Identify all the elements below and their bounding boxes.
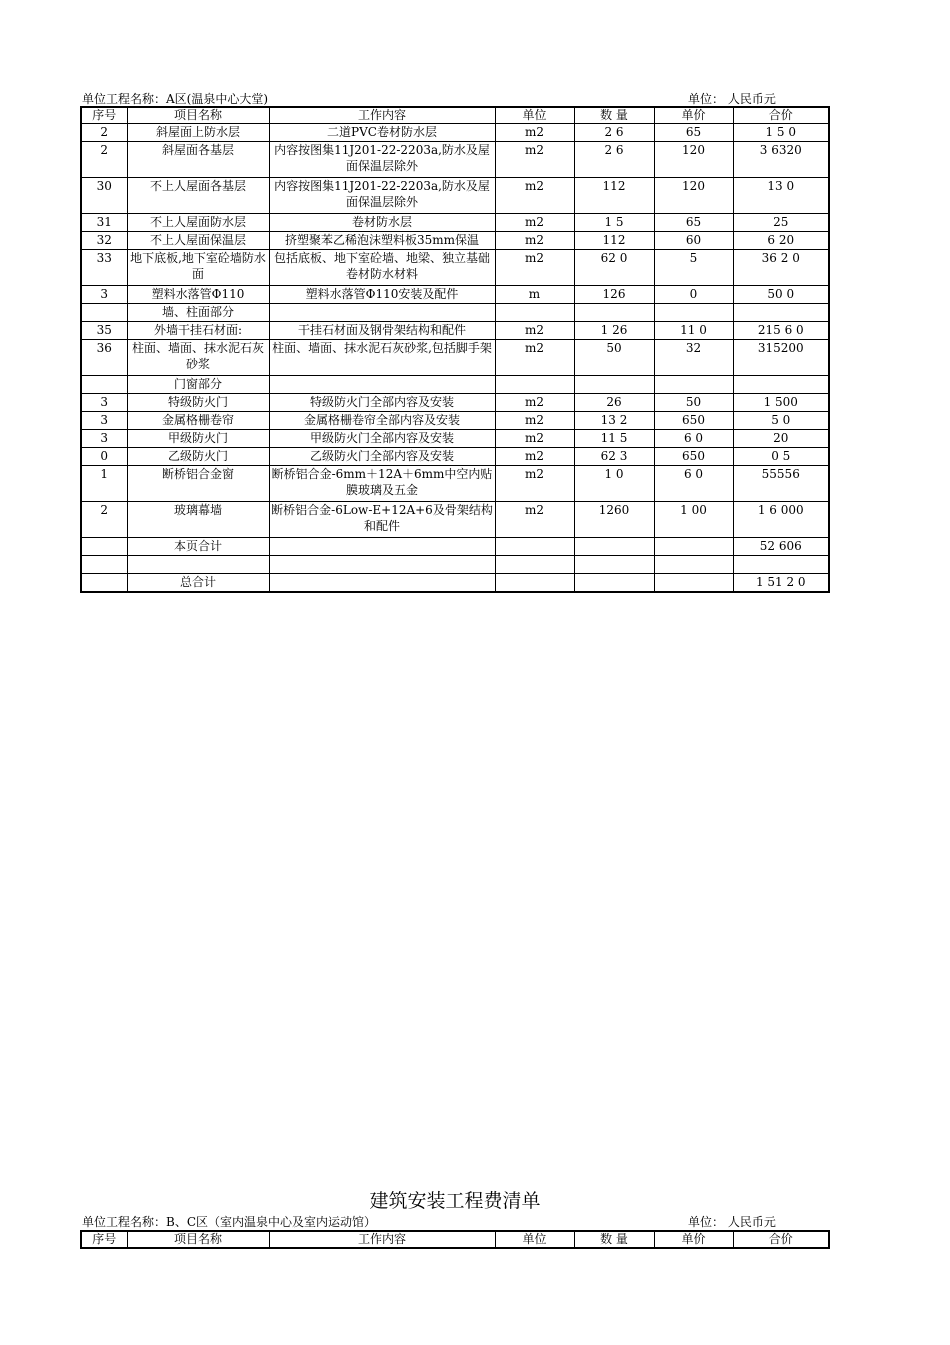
header-quantity: 数 量 xyxy=(574,1231,654,1248)
cell-work-content: 甲级防火门全部内容及安装 xyxy=(269,430,495,448)
cell-unit: m2 xyxy=(495,502,574,538)
cell-total: 315200 xyxy=(733,340,829,376)
cell-quantity: 26 xyxy=(574,394,654,412)
cell-seq: 31 xyxy=(81,214,127,232)
table-row xyxy=(81,574,829,593)
cell-item-name: 外墙干挂石材面: xyxy=(127,322,269,340)
cell-work-content: 包括底板、地下室砼墙、地梁、独立基础卷材防水材料 xyxy=(269,250,495,286)
cell-unit xyxy=(495,556,574,574)
cell-unit: m2 xyxy=(495,214,574,232)
cell-unit: m2 xyxy=(495,412,574,430)
cell-quantity: 112 xyxy=(574,232,654,250)
cell-quantity: 2 6 xyxy=(574,124,654,142)
cell-work-content xyxy=(269,376,495,394)
cell-unit: m2 xyxy=(495,250,574,286)
currency-unit-label-2: 单位： 人民币元 xyxy=(688,1215,776,1229)
cell-unit-price: 65 xyxy=(654,124,733,142)
cell-item-name: 柱面、墙面、抹水泥石灰砂浆 xyxy=(127,340,269,376)
table-row xyxy=(81,376,829,394)
currency-unit-label: 单位： 人民币元 xyxy=(688,92,776,106)
header-total: 合价 xyxy=(733,1231,829,1248)
cell-unit-price: 120 xyxy=(654,142,733,178)
cell-seq: 36 xyxy=(81,340,127,376)
cell-unit: m2 xyxy=(495,430,574,448)
header-item-name: 项目名称 xyxy=(127,1231,269,1248)
cell-item-name: 斜屋面各基层 xyxy=(127,142,269,178)
header-quantity: 数 量 xyxy=(574,107,654,124)
table-row xyxy=(81,466,829,502)
cell-unit xyxy=(495,304,574,322)
cell-quantity: 1 0 xyxy=(574,466,654,502)
table-row xyxy=(81,286,829,304)
project-name-label: 单位工程名称：A区(温泉中心大堂) xyxy=(82,92,269,106)
table-row xyxy=(81,412,829,430)
cell-seq: 35 xyxy=(81,322,127,340)
cell-quantity xyxy=(574,556,654,574)
table-row xyxy=(81,322,829,340)
cell-work-content: 乙级防火门全部内容及安装 xyxy=(269,448,495,466)
cell-quantity xyxy=(574,538,654,556)
cell-seq xyxy=(81,574,127,593)
table-row xyxy=(81,250,829,286)
cell-work-content xyxy=(269,538,495,556)
document-title: 建筑安装工程费清单 xyxy=(369,1190,541,1212)
cell-work-content: 卷材防水层 xyxy=(269,214,495,232)
cell-quantity: 126 xyxy=(574,286,654,304)
cell-seq: 1 xyxy=(81,466,127,502)
cell-total: 36 2 0 xyxy=(733,250,829,286)
table-row xyxy=(81,448,829,466)
cell-work-content xyxy=(269,304,495,322)
cell-total: 3 6320 xyxy=(733,142,829,178)
header-item-name: 项目名称 xyxy=(127,107,269,124)
cell-unit: m2 xyxy=(495,466,574,502)
cell-item-name: 甲级防火门 xyxy=(127,430,269,448)
cell-quantity: 1 26 xyxy=(574,322,654,340)
header-seq: 序号 xyxy=(81,1231,127,1248)
cell-total: 5 0 xyxy=(733,412,829,430)
cell-unit xyxy=(495,574,574,593)
cell-unit-price: 5 xyxy=(654,250,733,286)
cell-seq: 0 xyxy=(81,448,127,466)
cell-unit xyxy=(495,538,574,556)
table-row xyxy=(81,502,829,538)
cell-unit-price: 11 0 xyxy=(654,322,733,340)
cell-work-content: 断桥铝合金-6mm＋12A＋6mm中空内贴膜玻璃及五金 xyxy=(269,466,495,502)
cell-total: 215 6 0 xyxy=(733,322,829,340)
cell-total: 1 500 xyxy=(733,394,829,412)
cell-seq: 32 xyxy=(81,232,127,250)
cell-unit-price xyxy=(654,574,733,593)
cell-item-name: 玻璃幕墙 xyxy=(127,502,269,538)
cell-unit-price: 65 xyxy=(654,214,733,232)
cell-seq: 2 xyxy=(81,142,127,178)
cell-unit-price: 0 xyxy=(654,286,733,304)
cell-item-name: 不上人屋面保温层 xyxy=(127,232,269,250)
cell-quantity xyxy=(574,574,654,593)
header-unit-price: 单价 xyxy=(654,1231,733,1248)
cell-quantity: 2 6 xyxy=(574,142,654,178)
cell-work-content: 挤塑聚苯乙稀泡沫塑料板35mm保温 xyxy=(269,232,495,250)
cell-unit-price: 1 00 xyxy=(654,502,733,538)
cell-total xyxy=(733,556,829,574)
cell-total: 0 5 xyxy=(733,448,829,466)
cost-table xyxy=(80,106,830,593)
cell-quantity: 112 xyxy=(574,178,654,214)
cell-unit-price: 32 xyxy=(654,340,733,376)
cell-unit: m2 xyxy=(495,232,574,250)
table-row xyxy=(81,142,829,178)
cell-seq: 3 xyxy=(81,430,127,448)
header-total: 合价 xyxy=(733,107,829,124)
cell-quantity: 1 5 xyxy=(574,214,654,232)
cell-total: 1 51 2 0 xyxy=(733,574,829,593)
cell-unit: m2 xyxy=(495,322,574,340)
cell-seq xyxy=(81,304,127,322)
cell-unit: m2 xyxy=(495,178,574,214)
cell-quantity: 50 xyxy=(574,340,654,376)
cell-item-name: 特级防火门 xyxy=(127,394,269,412)
cell-item-name: 门窗部分 xyxy=(127,376,269,394)
cell-item-name: 地下底板,地下室砼墙防水面 xyxy=(127,250,269,286)
cell-unit: m2 xyxy=(495,448,574,466)
cell-quantity: 1260 xyxy=(574,502,654,538)
project-name-label-2: 单位工程名称：B、C区（室内温泉中心及室内运动馆） xyxy=(82,1215,377,1229)
cell-seq xyxy=(81,556,127,574)
header-row xyxy=(81,107,829,124)
table-row xyxy=(81,340,829,376)
cell-total: 55556 xyxy=(733,466,829,502)
header-unit: 单位 xyxy=(495,107,574,124)
cell-unit-price: 50 xyxy=(654,394,733,412)
cell-work-content xyxy=(269,556,495,574)
cell-work-content: 断桥铝合金-6Low-E+12A+6及骨架结构和配件 xyxy=(269,502,495,538)
cell-seq: 3 xyxy=(81,394,127,412)
table-row xyxy=(81,232,829,250)
table-row xyxy=(81,430,829,448)
cell-unit: m2 xyxy=(495,124,574,142)
cell-item-name: 斜屋面上防水层 xyxy=(127,124,269,142)
cell-total: 50 0 xyxy=(733,286,829,304)
header-work-content: 工作内容 xyxy=(269,107,495,124)
cell-total: 52 606 xyxy=(733,538,829,556)
table-row xyxy=(81,538,829,556)
header-unit-price: 单价 xyxy=(654,107,733,124)
cell-unit-price: 120 xyxy=(654,178,733,214)
cell-unit-price: 6 0 xyxy=(654,466,733,502)
cell-unit-price xyxy=(654,304,733,322)
cell-item-name: 塑料水落管Φ110 xyxy=(127,286,269,304)
cell-work-content: 特级防火门全部内容及安装 xyxy=(269,394,495,412)
cell-total: 1 5 0 xyxy=(733,124,829,142)
cell-item-name: 乙级防火门 xyxy=(127,448,269,466)
cell-total: 1 6 000 xyxy=(733,502,829,538)
cell-item-name: 本页合计 xyxy=(127,538,269,556)
cell-unit: m2 xyxy=(495,340,574,376)
cell-total xyxy=(733,376,829,394)
cost-table-2 xyxy=(80,1230,830,1249)
cell-unit: m2 xyxy=(495,394,574,412)
cell-work-content: 金属格栅卷帘全部内容及安装 xyxy=(269,412,495,430)
cell-total: 20 xyxy=(733,430,829,448)
cell-quantity: 11 5 xyxy=(574,430,654,448)
cell-unit-price xyxy=(654,556,733,574)
cell-seq: 3 xyxy=(81,286,127,304)
cell-item-name xyxy=(127,556,269,574)
table-row xyxy=(81,178,829,214)
cell-total xyxy=(733,304,829,322)
cell-work-content: 内容按图集11J201-22-2203a,防水及屋面保温层除外 xyxy=(269,178,495,214)
cell-item-name: 不上人屋面防水层 xyxy=(127,214,269,232)
cell-unit-price: 60 xyxy=(654,232,733,250)
cell-total: 6 20 xyxy=(733,232,829,250)
cell-item-name: 墙、柱面部分 xyxy=(127,304,269,322)
cell-unit: m xyxy=(495,286,574,304)
cell-seq: 30 xyxy=(81,178,127,214)
cell-seq: 2 xyxy=(81,124,127,142)
header-unit: 单位 xyxy=(495,1231,574,1248)
table-row xyxy=(81,394,829,412)
cell-item-name: 总合计 xyxy=(127,574,269,593)
cell-work-content: 干挂石材面及钢骨架结构和配件 xyxy=(269,322,495,340)
cell-seq: 3 xyxy=(81,412,127,430)
table-row xyxy=(81,214,829,232)
cell-work-content: 柱面、墙面、抹水泥石灰砂浆,包括脚手架 xyxy=(269,340,495,376)
cell-unit-price xyxy=(654,538,733,556)
table-row xyxy=(81,556,829,574)
table-row xyxy=(81,304,829,322)
cell-unit-price: 650 xyxy=(654,412,733,430)
cell-quantity xyxy=(574,304,654,322)
cell-item-name: 金属格栅卷帘 xyxy=(127,412,269,430)
header-seq: 序号 xyxy=(81,107,127,124)
table-row xyxy=(81,124,829,142)
cell-unit-price: 6 0 xyxy=(654,430,733,448)
cell-work-content: 塑料水落管Φ110安装及配件 xyxy=(269,286,495,304)
cell-work-content xyxy=(269,574,495,593)
cell-work-content: 内容按图集11J201-22-2203a,防水及屋面保温层除外 xyxy=(269,142,495,178)
cell-unit-price: 650 xyxy=(654,448,733,466)
cell-seq xyxy=(81,538,127,556)
header-work-content: 工作内容 xyxy=(269,1231,495,1248)
cell-unit-price xyxy=(654,376,733,394)
header-row xyxy=(81,1231,829,1248)
cell-seq: 33 xyxy=(81,250,127,286)
cell-total: 13 0 xyxy=(733,178,829,214)
cell-seq xyxy=(81,376,127,394)
cell-seq: 2 xyxy=(81,502,127,538)
cell-item-name: 断桥铝合金窗 xyxy=(127,466,269,502)
cell-quantity xyxy=(574,376,654,394)
cell-unit: m2 xyxy=(495,142,574,178)
cell-total: 25 xyxy=(733,214,829,232)
cell-quantity: 62 0 xyxy=(574,250,654,286)
cell-item-name: 不上人屋面各基层 xyxy=(127,178,269,214)
cell-work-content: 二道PVC卷材防水层 xyxy=(269,124,495,142)
cell-unit xyxy=(495,376,574,394)
cell-quantity: 62 3 xyxy=(574,448,654,466)
cell-quantity: 13 2 xyxy=(574,412,654,430)
